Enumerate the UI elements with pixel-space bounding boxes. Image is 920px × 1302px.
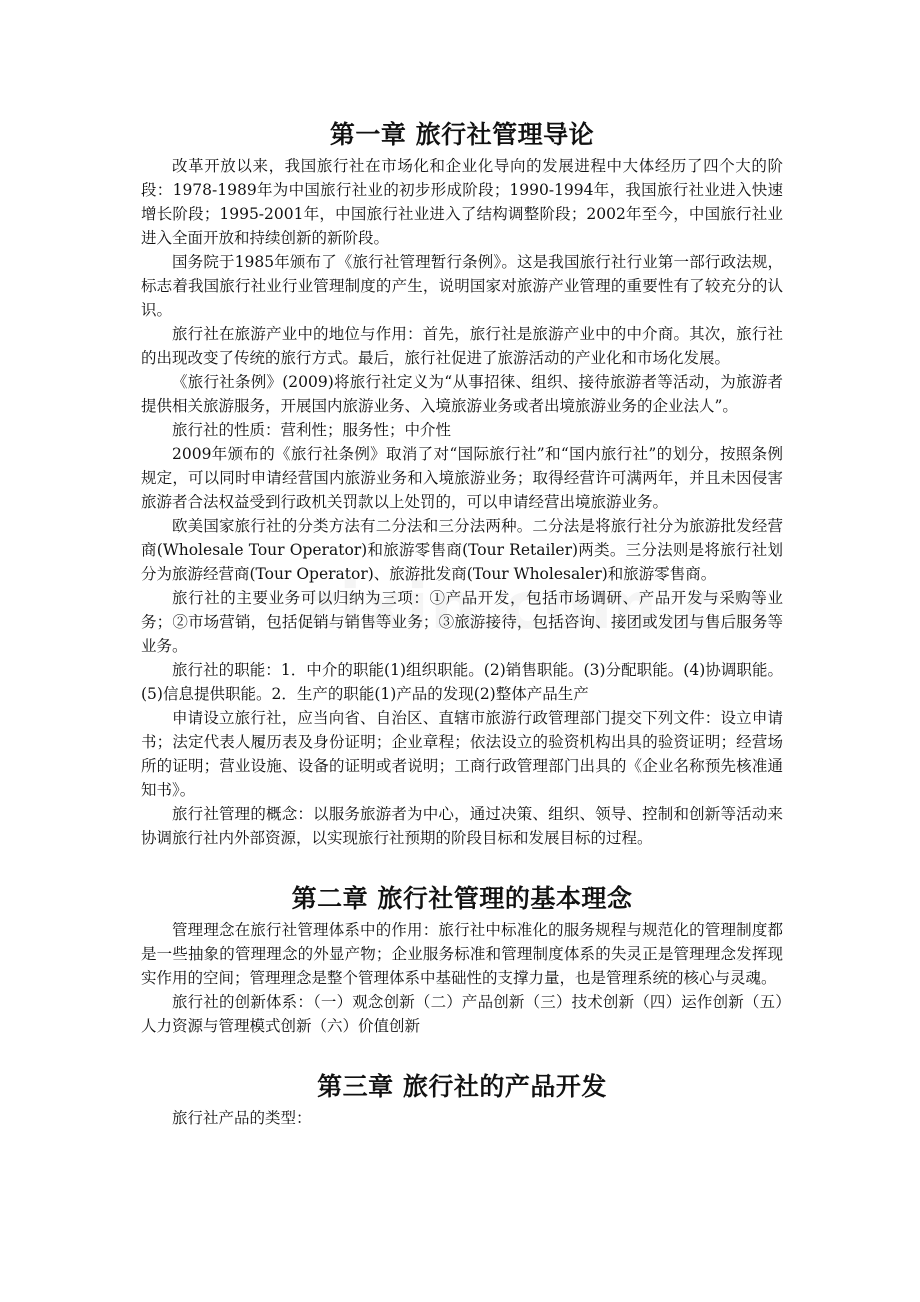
ch1-paragraph: 旅行社在旅游产业中的地位与作用：首先，旅行社是旅游产业中的中介商。其次，旅行社的出现改变了传统的旅行方式。最后，旅行社促进了旅游活动的产业化和市场化发展。 bbox=[141, 325, 783, 367]
chapter-2-title: 第二章 旅行社管理的基本理念 bbox=[291, 884, 633, 913]
chapter-1-title: 第一章 旅行社管理导论 bbox=[329, 120, 595, 149]
ch2-paragraph: 管理理念在旅行社管理体系中的作用：旅行社中标准化的服务规程与规范化的管理制度都是一些抽象的管理理念的外显产物；企业服务标准和管理制度体系的失灵正是管理理念发挥现实作用的空间；管理理念是整个管理体系中基础性的支撑力量，也是管理系统的核心与灵魂。 bbox=[141, 921, 783, 987]
ch1-paragraph: 旅行社的主要业务可以归纳为三项：①产品开发，包括市场调研、产品开发与采购等业务；②市场营销，包括促销与销售等业务；③旅游接待，包括咨询、接团或发团与售后服务等业务。 bbox=[141, 589, 783, 655]
ch1-paragraph: 申请设立旅行社，应当向省、自治区、直辖市旅游行政管理部门提交下列文件：设立申请书；法定代表人履历表及身份证明；企业章程；依法设立的验资机构出具的验资证明；经营场所的证明；营业设施、设备的证明或者说明；工商行政管理部门出具的《企业名称预先核准通知书》。 bbox=[141, 709, 783, 799]
ch1-paragraph: 国务院于1985年颁布了《旅行社管理暂行条例》。这是我国旅行社行业第一部行政法规，标志着我国旅行社业行业管理制度的产生，说明国家对旅游产业管理的重要性有了较充分的认识。 bbox=[141, 253, 783, 319]
document-page bbox=[141, 0, 783, 1130]
ch1-paragraph: 2009年颁布的《旅行社条例》取消了对“国际旅行社”和“国内旅行社”的划分，按照条例规定，可以同时申请经营国内旅游业务和入境旅游业务；取得经营许可满两年，并且未因侵害旅游者合法权益受到行政机关罚款以上处罚的，可以申请经营出境旅游业务。 bbox=[141, 445, 783, 511]
ch1-paragraph: 旅行社管理的概念：以服务旅游者为中心，通过决策、组织、领导、控制和创新等活动来协调旅行社内外部资源，以实现旅行社预期的阶段目标和发展目标的过程。 bbox=[141, 805, 783, 847]
ch1-paragraph: 旅行社的职能：1．中介的职能(1)组织职能。(2)销售职能。(3)分配职能。(4)协调职能。(5)信息提供职能。2．生产的职能(1)产品的发现(2)整体产品生产 bbox=[141, 661, 783, 703]
ch3-paragraph: 旅行社产品的类型： bbox=[172, 1109, 312, 1127]
ch1-paragraph: 《旅行社条例》(2009)将旅行社定义为“从事招徕、组织、接待旅游者等活动，为旅游者提供相关旅游服务，开展国内旅游业务、入境旅游业务或者出境旅游业务的企业法人”。 bbox=[141, 373, 783, 415]
ch1-paragraph: 旅行社的性质：营利性；服务性；中介性 bbox=[172, 421, 452, 439]
chapter-3-title: 第三章 旅行社的产品开发 bbox=[317, 1072, 607, 1101]
ch2-paragraph: 旅行社的创新体系：（一）观念创新（二）产品创新（三）技术创新（四）运作创新（五）人力资源与管理模式创新（六）价值创新 bbox=[141, 993, 783, 1035]
ch1-paragraph: 欧美国家旅行社的分类方法有二分法和三分法两种。二分法是将旅行社分为旅游批发经营商(Wholesale Tour Operator)和旅游零售商(Tour Retailer)两类。三分法则是将旅行社划分为旅游经营商(Tour Operator)、旅游批发商(Tour Wholesaler)和旅游零售商。 bbox=[141, 517, 783, 583]
ch1-paragraph: 改革开放以来，我国旅行社在市场化和企业化导向的发展进程中大体经历了四个大的阶段：1978-1989年为中国旅行社业的初步形成阶段；1990-1994年，我国旅行社业进入快速增长阶段；1995-2001年，中国旅行社业进入了结构调整阶段；2002年至今，中国旅行社业进入全面开放和持续创新的新阶段。 bbox=[141, 157, 783, 247]
